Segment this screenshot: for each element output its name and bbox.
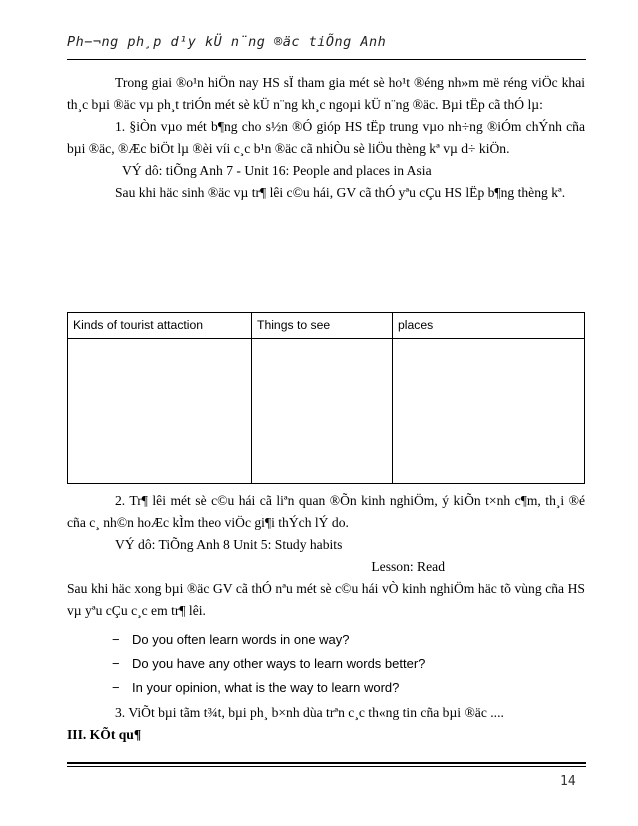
table-cell-places [393, 339, 585, 484]
lesson-label: Lesson: Read [371, 559, 445, 574]
after-reading-1: Sau khi häc sinh ®äc vµ tr¶ lêi c©u hái, GV cã thÓ yªu cÇu HS lËp b¶ng thèng kª. [115, 185, 566, 200]
section-intro [67, 72, 585, 204]
footer-rule-thick [67, 762, 586, 764]
example-2: VÝ dô: TiÕng Anh 8 Unit 5: Study habits [115, 537, 343, 552]
question-1: Do you often learn words in one way? [132, 632, 350, 647]
item-2-paragraph: 2. Tr¶ lêi mét sè c©u hái cã liªn quan ®Õn kinh nghiÖm, ý kiÕn t×nh c¶m, th¸i ®é cña c¸ nh©n hoÆc kÌm theo viÖc gi¶i thÝch lÝ do. [67, 493, 585, 530]
question-3: In your opinion, what is the way to learn word? [132, 680, 400, 695]
header-rule [67, 59, 586, 60]
running-header: Ph−¬ng ph¸p d¹y kÜ n¨ng ®äc tiÕng Anh [67, 34, 387, 50]
section-heading: III. KÕt qu¶ [67, 727, 142, 742]
table-header-row [68, 313, 585, 339]
example-1: VÝ dô: tiÕng Anh 7 - Unit 16: People and places in Asia [122, 163, 432, 178]
intro-paragraph: Trong giai ®o¹n hiÖn nay HS sÏ tham gia mét sè ho¹t ®éng nh»m më réng viÖc khai th¸c bµi ®äc vµ ph¸t triÓn mét sè kÜ n¨ng kh¸c ngoµi kÜ n¨ng ®äc. Bµi tËp cã thÓ lµ: [67, 75, 585, 112]
dash-marker: − [112, 632, 120, 647]
dash-marker: − [112, 680, 120, 695]
table-header-kinds: Kinds of tourist attaction [68, 313, 252, 339]
footer-rule-thin [67, 766, 586, 767]
tourist-table [67, 312, 585, 484]
list-item [112, 656, 425, 671]
table-header-things: Things to see [252, 313, 393, 339]
after-reading-2: Sau khi häc xong bµi ®äc GV cã thÓ nªu mét sè c©u hái vÒ kinh nghiÖm häc tõ vùng cña HS vµ yªu cÇu c¸c em tr¶ lêi. [67, 581, 585, 618]
page-number: 14 [560, 774, 576, 789]
dash-marker: − [112, 656, 120, 671]
table-header-places: places [393, 313, 585, 339]
list-item [112, 680, 399, 695]
list-item [112, 632, 350, 647]
question-2: Do you have any other ways to learn words better? [132, 656, 426, 671]
section-item-2 [67, 490, 585, 622]
table-cell-things [252, 339, 393, 484]
table-row [68, 339, 585, 484]
item-3-paragraph: 3. ViÕt bµi tãm t¾t, bµi ph¸ b×nh dùa trªn c¸c th«ng tin cña bµi ®äc .... [115, 705, 504, 720]
item-1-paragraph: 1. §iÒn vµo mét b¶ng cho s½n ®Ó gióp HS tËp trung vµo nh÷ng ®iÓm chÝnh cña bµi ®äc, ®Æc biÖt lµ ®èi víi c¸c b¹n ®äc cã nhiÒu sè liÖu thèng kª vµ d÷ kiÖn. [67, 119, 585, 156]
table-cell-kinds [68, 339, 252, 484]
section-closing [67, 702, 585, 746]
